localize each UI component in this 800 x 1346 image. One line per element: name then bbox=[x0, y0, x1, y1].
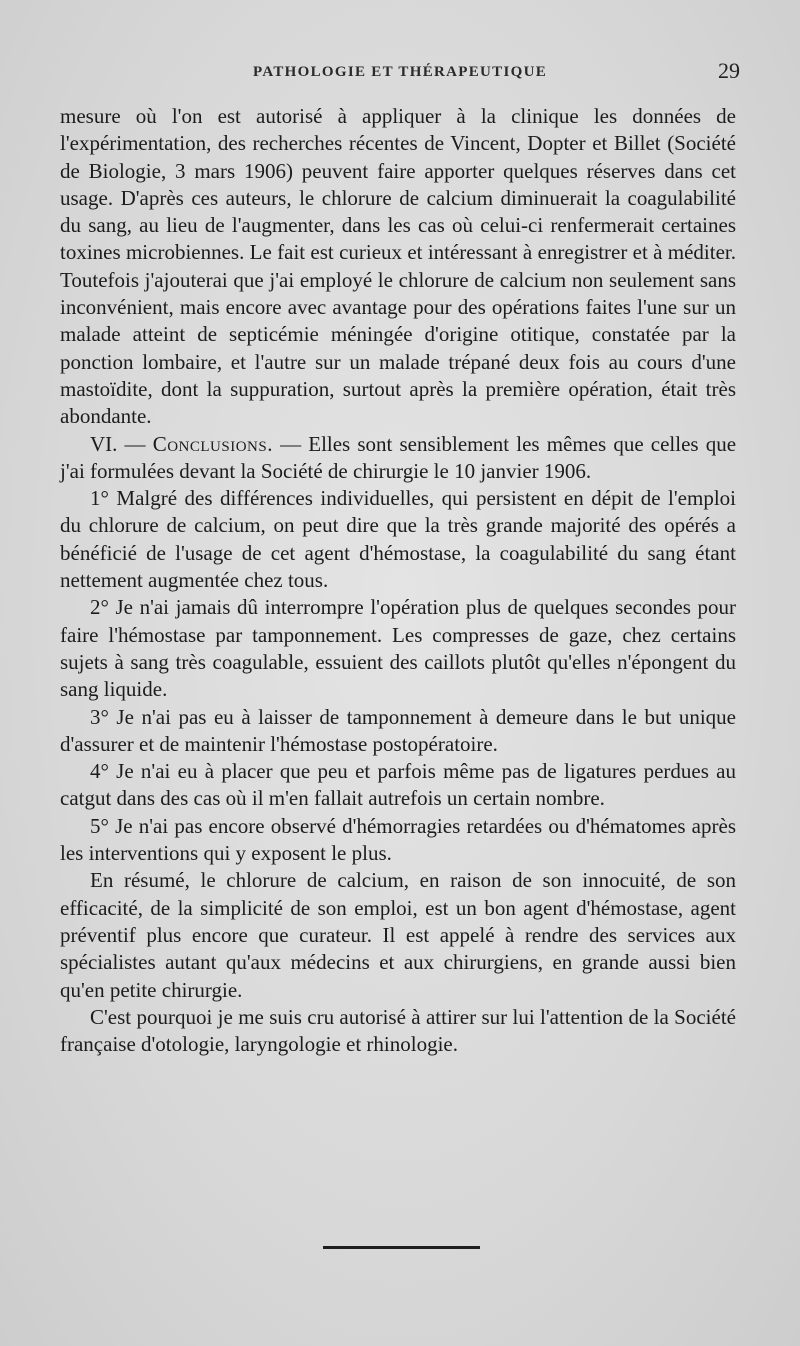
paragraph-section-conclusions bbox=[60, 431, 736, 486]
section-intro: — Elles sont sensiblement les mêmes que celles que j'ai formulées devant la Société de chirurgie le 10 janvier 1906. bbox=[60, 431, 737, 483]
section-title: Conclusions. bbox=[152, 431, 273, 456]
running-head: PATHOLOGIE ET THÉRAPEUTIQUE bbox=[252, 64, 548, 80]
conclusion-2: 2° Je n'ai jamais dû interrompre l'opération plus de quelques secondes pour faire l'hémostase par tamponnement. Les compresses de gaze, chez certains sujets à sang très coagulable, essuient des caillots plutôt qu'elles n'épongent du sang liquide. bbox=[60, 595, 736, 702]
body-text bbox=[60, 103, 736, 1058]
section-number: VI. — bbox=[90, 431, 146, 456]
conclusion-4: 4° Je n'ai eu à placer que peu et parfois même pas de ligatures perdues au catgut dans des cas où il m'en fallait autrefois un certain nombre. bbox=[60, 759, 736, 811]
conclusion-3: 3° Je n'ai pas eu à laisser de tamponnement à demeure dans le but unique d'assurer et de maintenir l'hémostase postopératoire. bbox=[60, 704, 736, 756]
paragraph-continuation: mesure où l'on est autorisé à appliquer à la clinique les données de l'expérimentation, des recherches récentes de Vincent, Dopter et Billet (Société de Biologie, 3 mars 1906) peuvent faire apporter quelques réserves dans cet usage. D'après ces auteurs, le chlorure de calcium diminuerait la coagulabilité du sang, au lieu de l'augmenter, dans les cas où celui-ci renfermerait certaines toxines microbiennes. Le fait est curieux et intéressant à enregistrer et à méditer. Toutefois j'ajouterai que j'ai employé le chlorure de calcium non seulement sans inconvénient, mais encore avec avantage pour des opérations faites l'une sur un malade atteint de septicémie méningée d'origine otitique, constatée par la ponction lombaire, et l'autre sur un malade trépané deux fois au cours d'une mastoïdite, dont la suppuration, surtout après la première opération, était très abondante. bbox=[60, 104, 736, 429]
paragraph-final: C'est pourquoi je me suis cru autorisé à attirer sur lui l'attention de la Société française d'otologie, laryngologie et rhinologie. bbox=[60, 1004, 736, 1057]
conclusion-1: 1° Malgré des différences individuelles, qui persistent en dépit de l'emploi du chlorure de calcium, on peut dire que la très grande majorité des opérés a bénéficié de l'usage de cet agent d'hémostase, la coagulabilité du sang étant nettement augmentée chez tous. bbox=[60, 486, 736, 593]
page-number: 29 bbox=[718, 58, 740, 83]
page-header bbox=[60, 58, 740, 88]
end-rule bbox=[323, 1246, 480, 1249]
paragraph-resume: En résumé, le chlorure de calcium, en raison de son innocuité, de son efficacité, de la simplicité de son emploi, est un bon agent d'hémostase, agent préventif plus encore que curateur. Il est appelé à rendre des services aux spécialistes autant qu'aux médecins et aux chirurgiens, en grande aussi bien qu'en petite chirurgie. bbox=[60, 868, 736, 1002]
conclusion-5: 5° Je n'ai pas encore observé d'hémorragies retardées ou d'hématomes après les interventions qui y exposent le plus. bbox=[60, 813, 736, 866]
